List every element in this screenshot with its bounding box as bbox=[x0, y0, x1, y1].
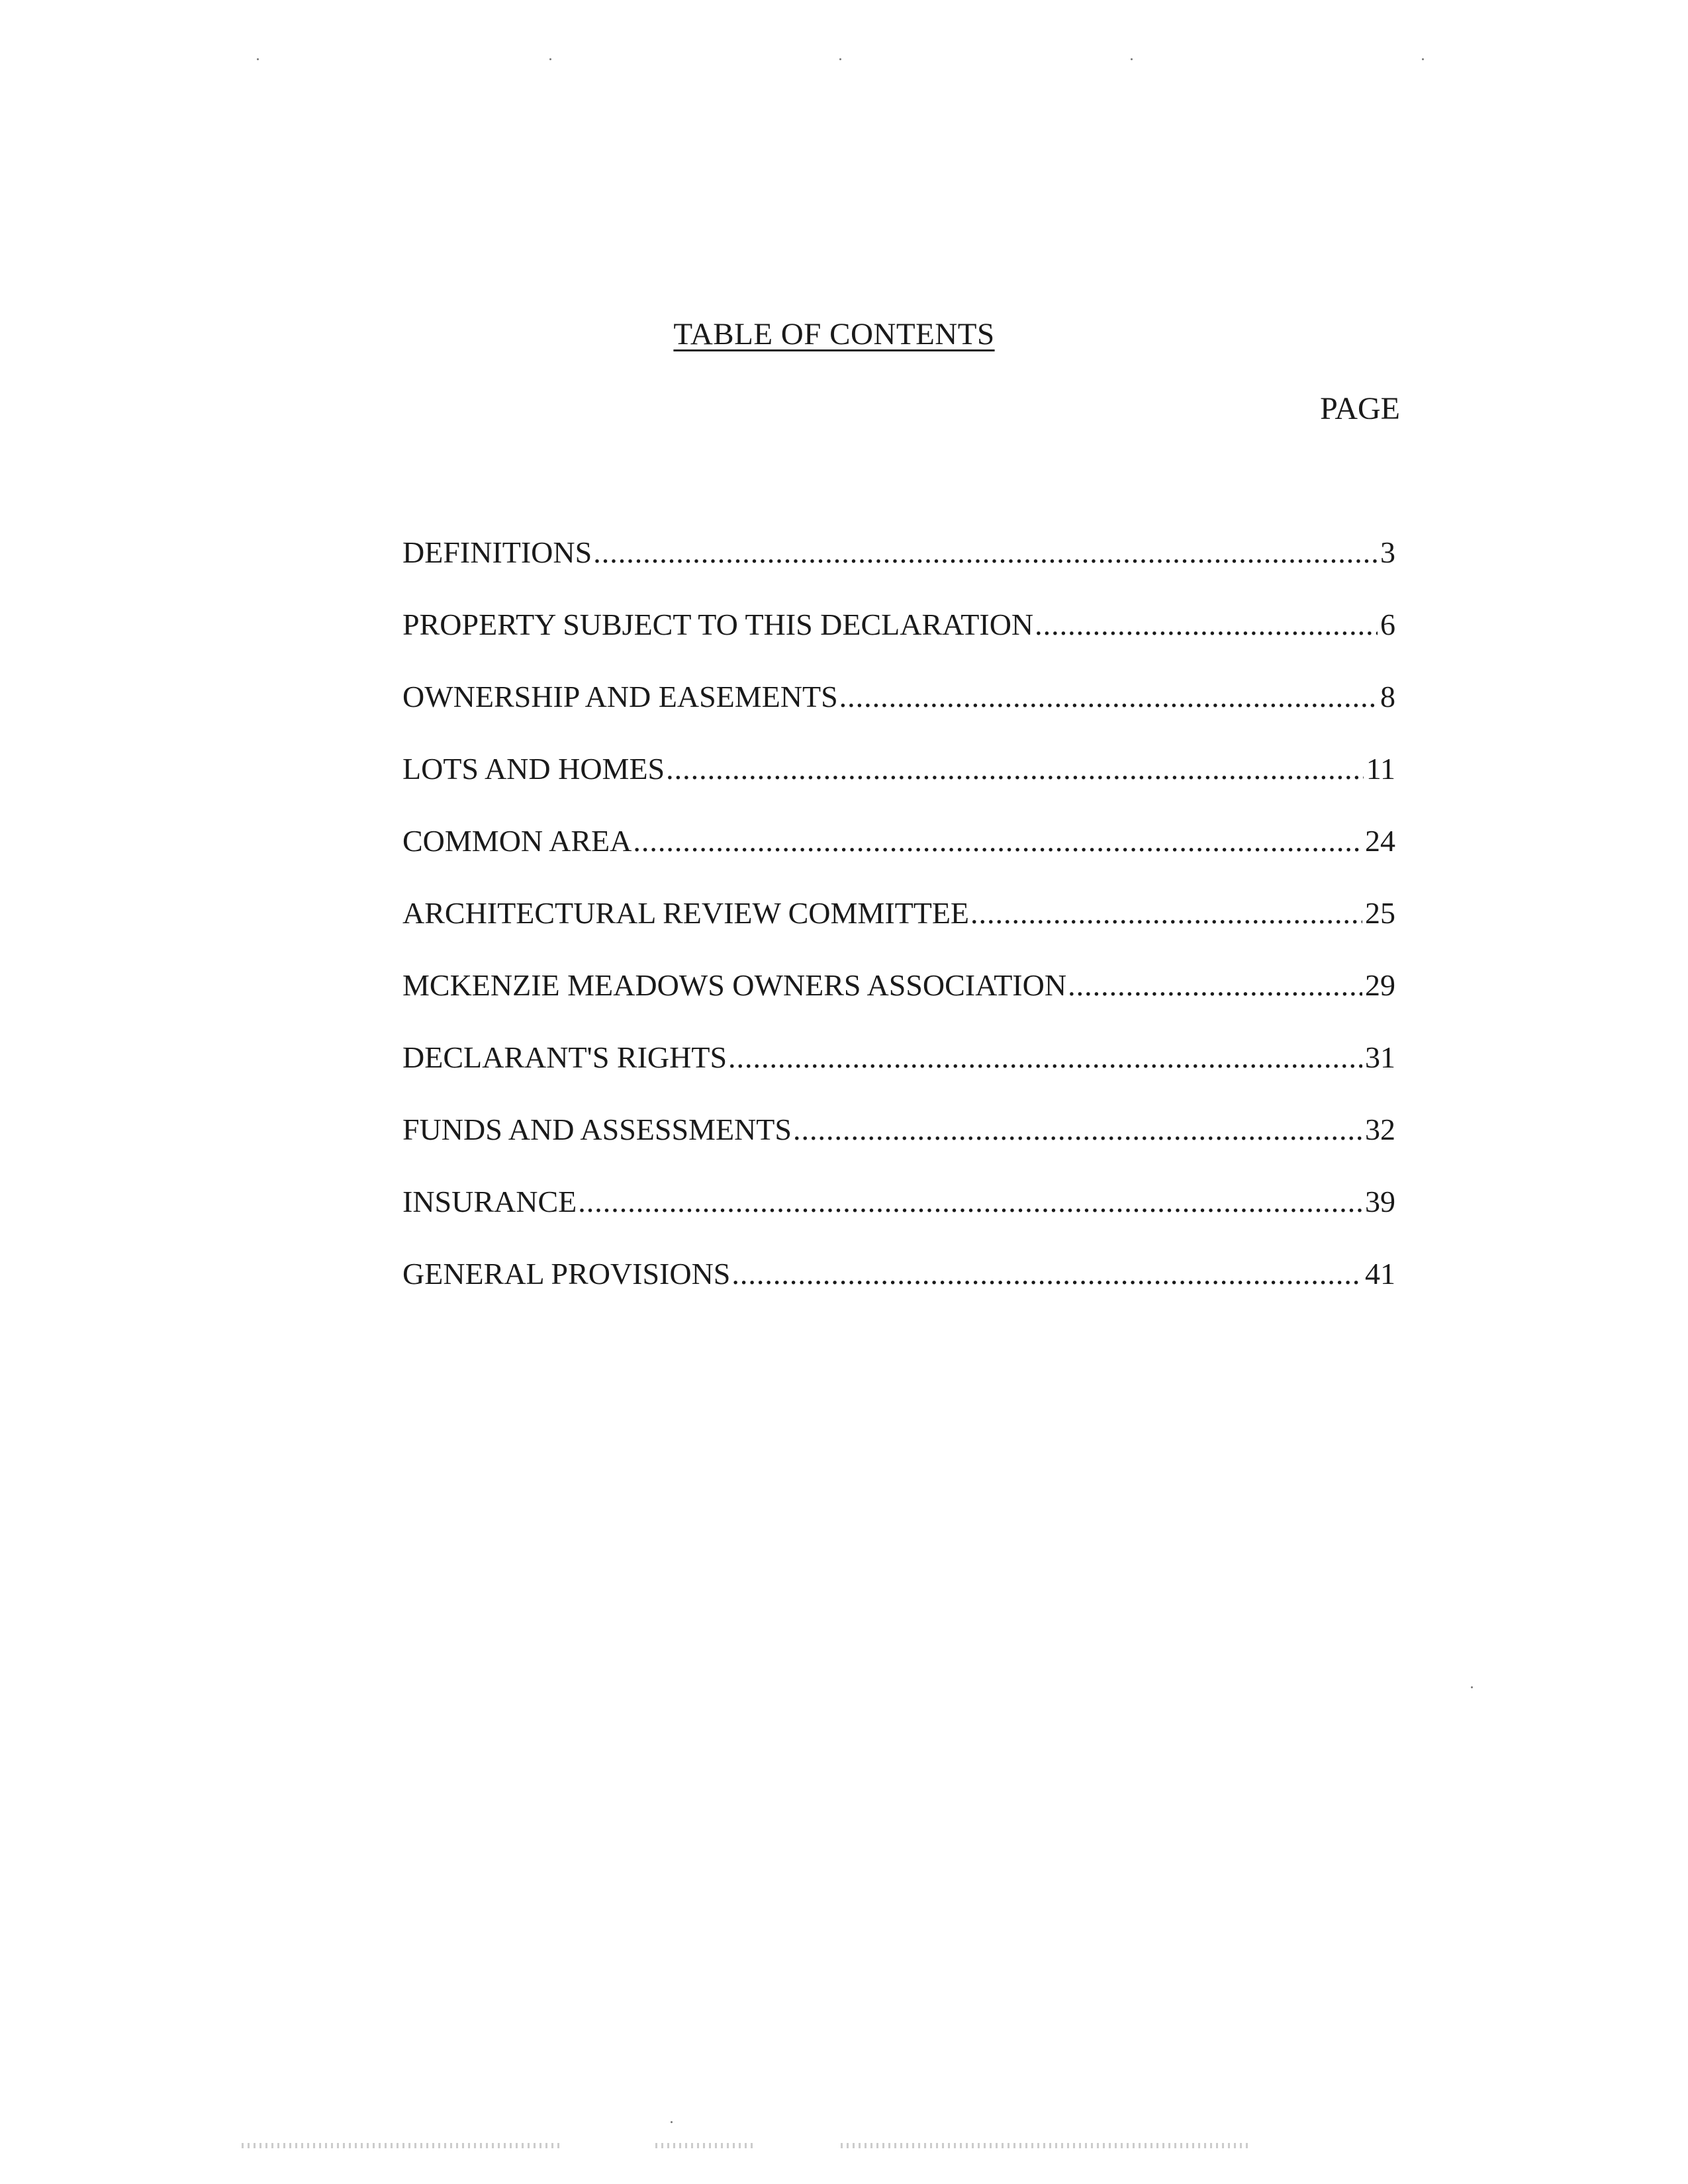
toc-entry-label: LOTS AND HOMES bbox=[402, 752, 665, 786]
page-column-header: PAGE bbox=[1320, 391, 1400, 426]
toc-entry bbox=[402, 968, 1395, 1040]
scan-speck bbox=[1131, 58, 1133, 60]
toc-entry-page: 25 bbox=[1365, 896, 1395, 930]
toc-entry-page: 11 bbox=[1366, 752, 1395, 786]
toc-leader-dots bbox=[731, 1256, 1362, 1291]
toc-entry-label: DECLARANT'S RIGHTS bbox=[402, 1040, 727, 1074]
toc-leader-dots bbox=[1035, 607, 1378, 642]
toc-entry-page: 8 bbox=[1380, 680, 1395, 713]
toc-leader-dots bbox=[793, 1112, 1362, 1147]
toc-list bbox=[402, 535, 1395, 1328]
toc-entry bbox=[402, 1184, 1395, 1256]
toc-entry-page: 24 bbox=[1365, 824, 1395, 858]
toc-entry-page: 29 bbox=[1365, 968, 1395, 1002]
toc-entry bbox=[402, 607, 1395, 679]
toc-entry bbox=[402, 535, 1395, 607]
toc-entry-label: ARCHITECTURAL REVIEW COMMITTEE bbox=[402, 896, 970, 930]
scan-speck bbox=[549, 58, 551, 60]
toc-leader-dots bbox=[578, 1184, 1362, 1219]
toc-leader-dots bbox=[839, 679, 1378, 714]
toc-entry-page: 31 bbox=[1365, 1040, 1395, 1074]
toc-leader-dots bbox=[970, 895, 1362, 931]
toc-leader-dots bbox=[633, 823, 1362, 858]
toc-entry-page: 39 bbox=[1365, 1185, 1395, 1218]
toc-entry bbox=[402, 823, 1395, 895]
toc-leader-dots bbox=[593, 535, 1378, 570]
scan-artifact-strip bbox=[841, 2143, 1251, 2148]
toc-leader-dots bbox=[666, 751, 1364, 786]
toc-entry-label: DEFINITIONS bbox=[402, 535, 592, 569]
toc-entry bbox=[402, 751, 1395, 823]
toc-entry-page: 6 bbox=[1380, 608, 1395, 641]
toc-entry-label: MCKENZIE MEADOWS OWNERS ASSOCIATION bbox=[402, 968, 1067, 1002]
scan-speck bbox=[1471, 1686, 1473, 1688]
scan-speck bbox=[1422, 58, 1424, 60]
toc-entry-page: 32 bbox=[1365, 1113, 1395, 1146]
toc-leader-dots bbox=[1068, 968, 1362, 1003]
toc-entry-label: COMMON AREA bbox=[402, 824, 632, 858]
scan-speck bbox=[671, 2121, 673, 2123]
toc-entry bbox=[402, 895, 1395, 968]
toc-entry bbox=[402, 1040, 1395, 1112]
scan-speck bbox=[839, 58, 841, 60]
toc-entry bbox=[402, 1256, 1395, 1328]
toc-entry-page: 41 bbox=[1365, 1257, 1395, 1291]
toc-entry-label: OWNERSHIP AND EASEMENTS bbox=[402, 680, 838, 713]
toc-entry-page: 3 bbox=[1380, 535, 1395, 569]
toc-entry-label: PROPERTY SUBJECT TO THIS DECLARATION bbox=[402, 608, 1034, 641]
toc-entry-label: GENERAL PROVISIONS bbox=[402, 1257, 731, 1291]
scan-artifact-strip bbox=[242, 2143, 559, 2148]
page-title: TABLE OF CONTENTS bbox=[673, 317, 995, 351]
toc-leader-dots bbox=[728, 1040, 1362, 1075]
toc-entry bbox=[402, 679, 1395, 751]
scan-artifact-strip bbox=[655, 2143, 755, 2148]
toc-entry bbox=[402, 1112, 1395, 1184]
toc-entry-label: INSURANCE bbox=[402, 1185, 577, 1218]
toc-entry-label: FUNDS AND ASSESSMENTS bbox=[402, 1113, 792, 1146]
scan-speck bbox=[257, 58, 259, 60]
